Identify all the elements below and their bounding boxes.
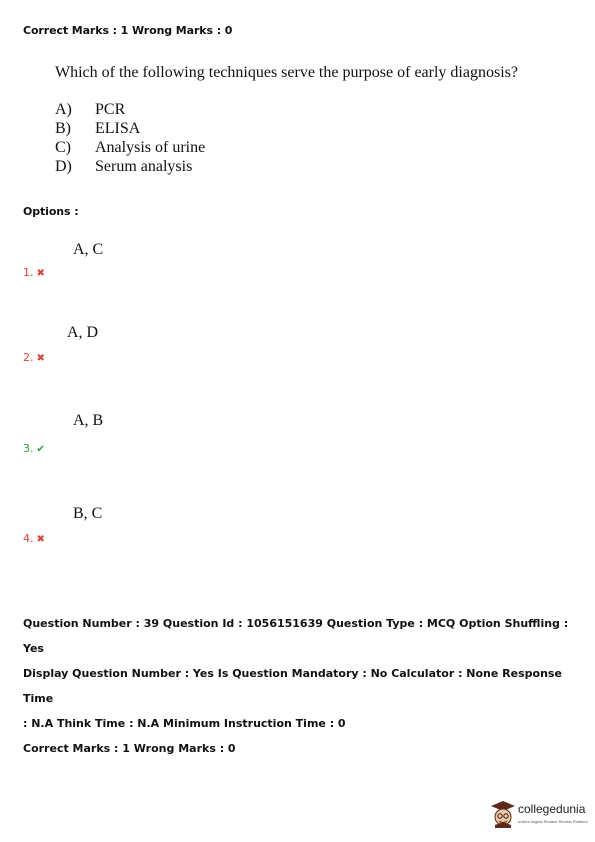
choice-letter: A) (55, 101, 72, 118)
question-text: Which of the following techniques serve the purpose of early diagnosis? (55, 64, 518, 81)
check-icon: ✔ (36, 444, 45, 455)
option-1-text: A, C (73, 241, 104, 258)
choice-d (55, 158, 192, 176)
option-3-text: A, B (73, 412, 104, 429)
cross-icon: ✖ (36, 353, 45, 364)
choice-c (55, 139, 205, 157)
choice-b (55, 120, 140, 138)
option-2[interactable] (23, 351, 45, 364)
option-3[interactable] (23, 442, 45, 455)
choice-text: ELISA (95, 120, 141, 137)
meta-marks: Correct Marks : 1 Wrong Marks : 0 (23, 742, 236, 755)
meta-line-3: : N.A Think Time : N.A Minimum Instruction Time : 0 (23, 717, 346, 730)
logo-name: collegedunia (518, 802, 586, 816)
collegedunia-logo (490, 798, 588, 832)
choice-text: Serum analysis (95, 158, 193, 175)
choice-letter: B) (55, 120, 71, 137)
cross-icon: ✖ (36, 534, 45, 545)
marks-line: Correct Marks : 1 Wrong Marks : 0 (23, 24, 233, 37)
option-number: 1. (23, 266, 34, 279)
logo-tagline: India's largest Student Review Platform (518, 819, 588, 824)
options-label: Options : (23, 205, 79, 218)
choice-letter: D) (55, 158, 72, 175)
meta-line-2: Display Question Number : Yes Is Question Mandatory : No Calculator : None Response Time (23, 667, 562, 705)
meta-line-1: Question Number : 39 Question Id : 1056151639 Question Type : MCQ Option Shuffling : Yes (23, 617, 569, 655)
choice-a (55, 101, 125, 119)
option-1[interactable] (23, 266, 45, 279)
choice-letter: C) (55, 139, 71, 156)
option-number: 2. (23, 351, 34, 364)
option-4-text: B, C (73, 505, 103, 522)
option-number: 3. (23, 442, 34, 455)
choice-text: PCR (95, 101, 126, 118)
next-question-meta (23, 611, 583, 761)
option-4[interactable] (23, 532, 45, 545)
graduate-face-icon (490, 800, 516, 828)
cross-icon: ✖ (36, 268, 45, 279)
choice-text: Analysis of urine (95, 139, 206, 156)
option-2-text: A, D (67, 324, 99, 341)
option-number: 4. (23, 532, 34, 545)
